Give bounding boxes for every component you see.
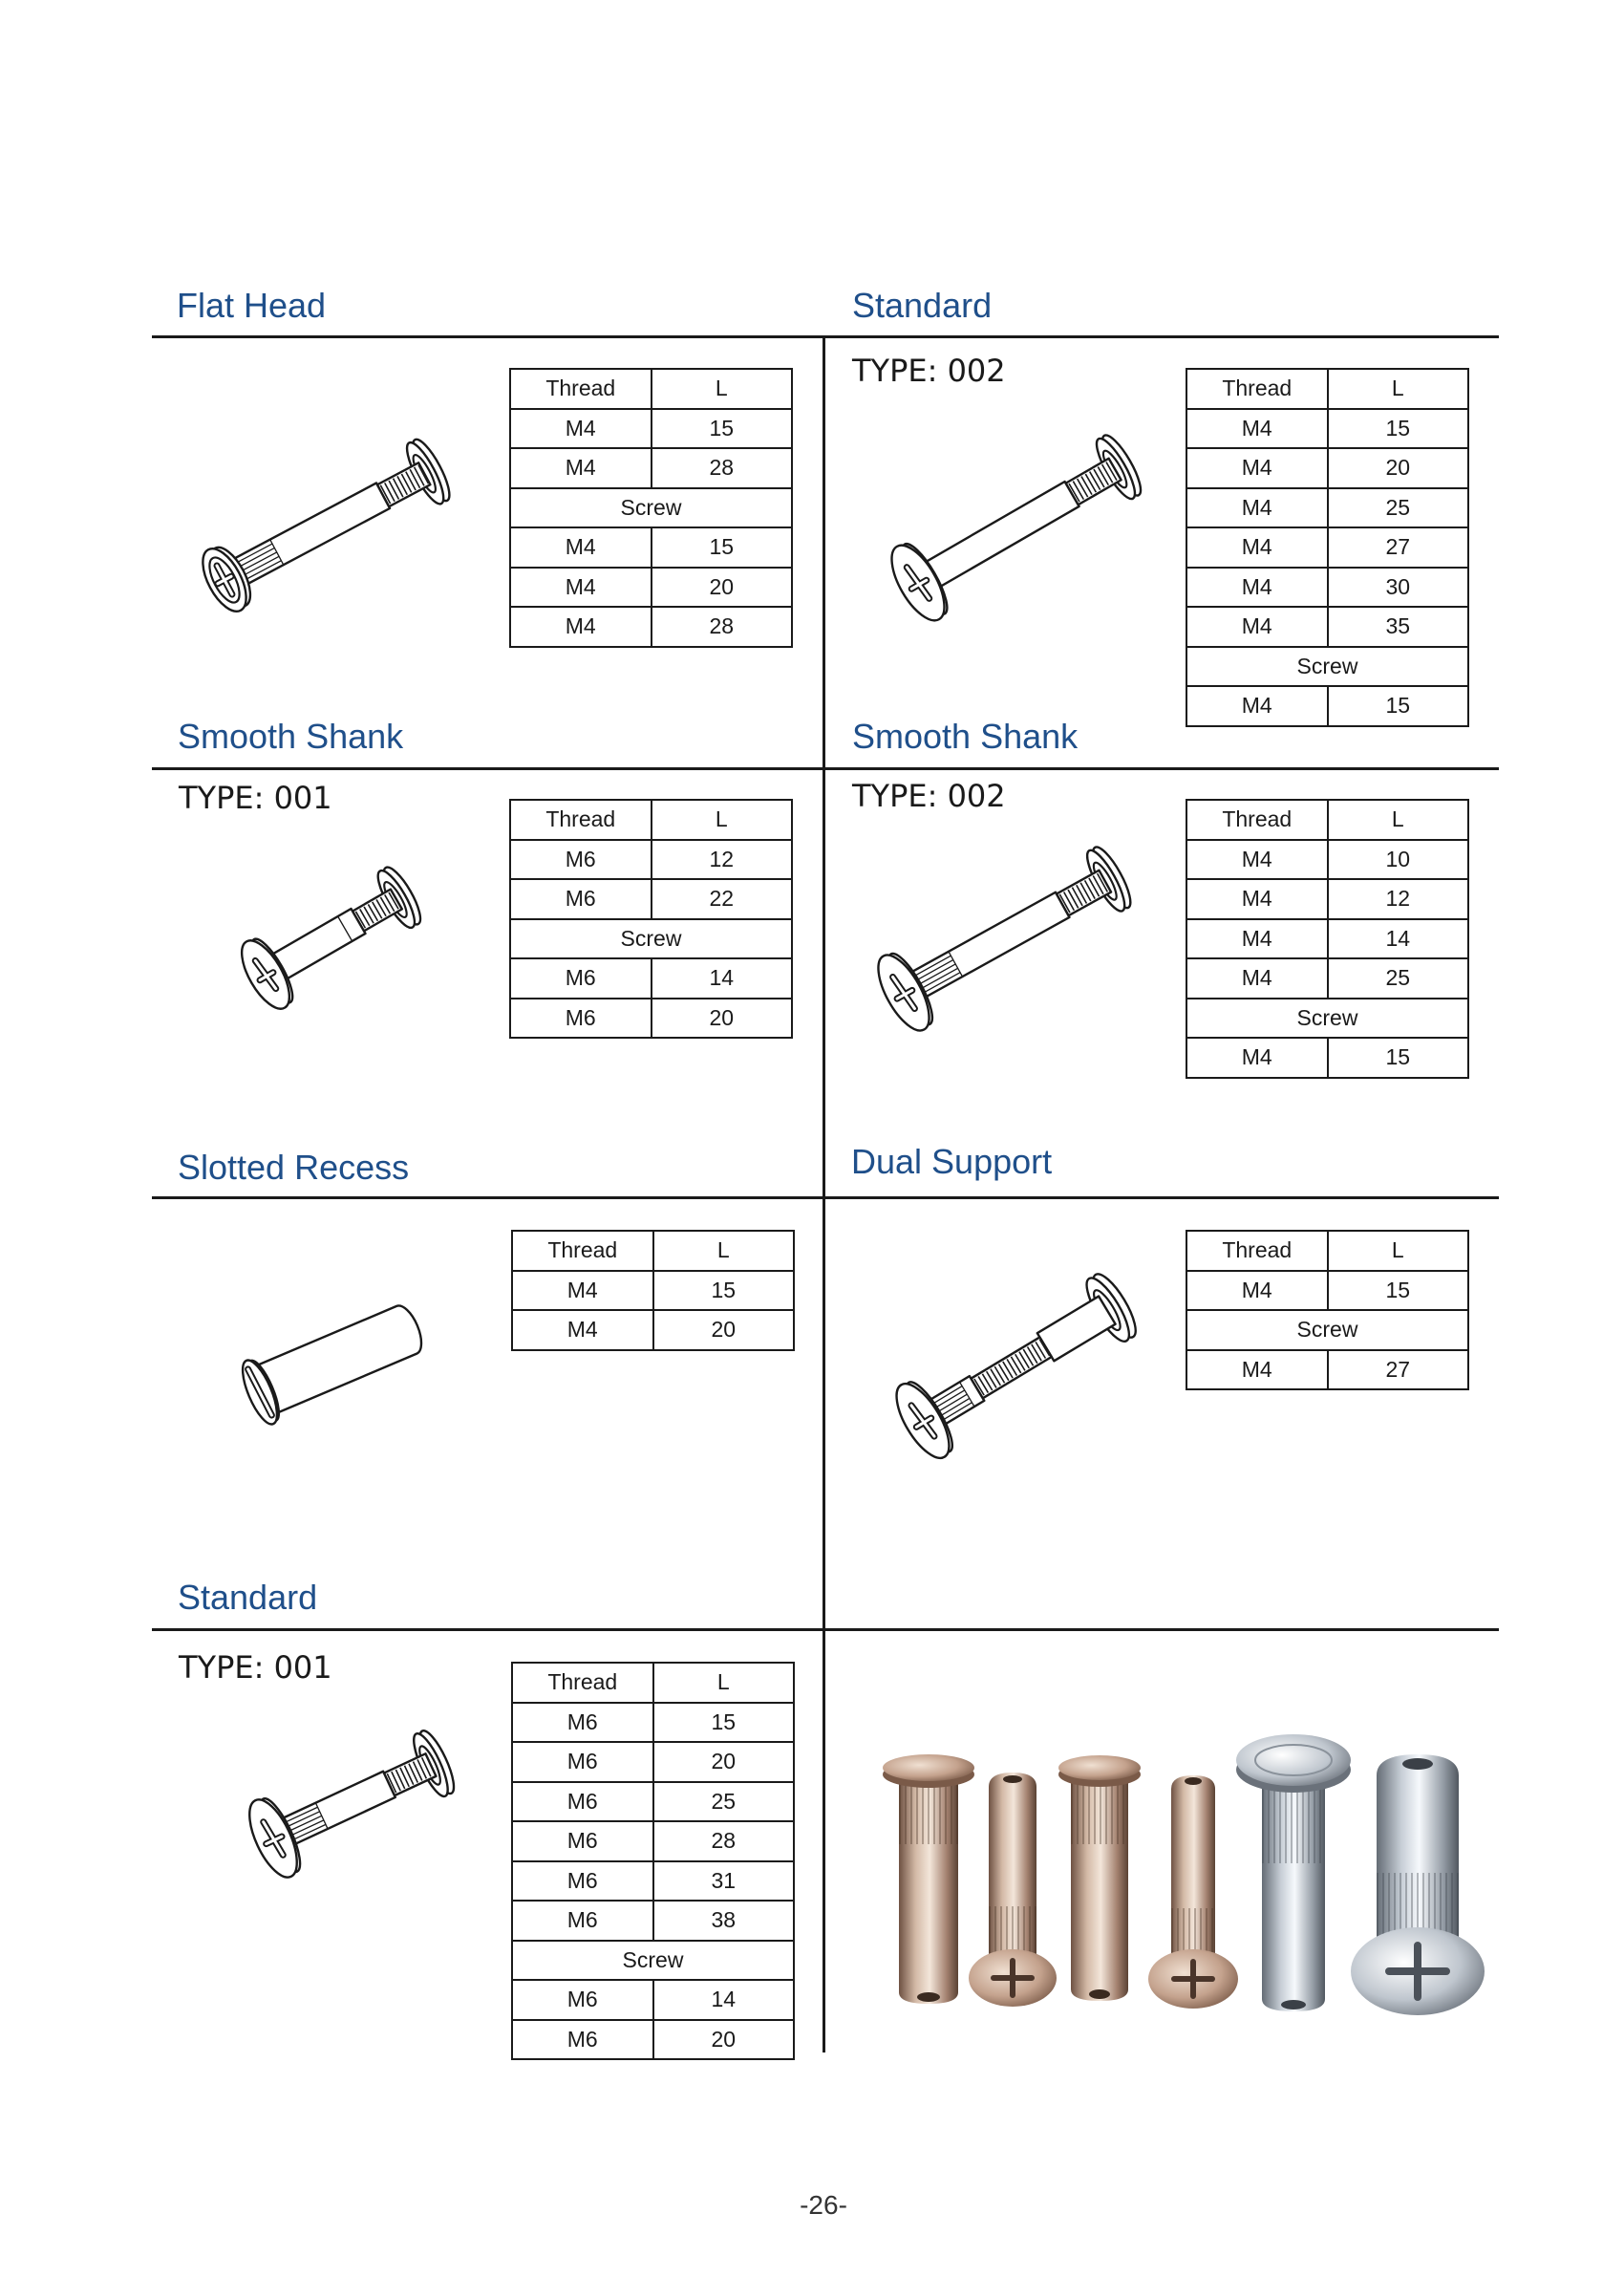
length-cell: 35 [1328,607,1469,647]
length-column-header: L [1328,800,1469,840]
table-row [1186,488,1468,528]
table-row [510,958,792,999]
section-heading-smooth-shank-001: Smooth Shank [178,717,404,756]
table-header-row [1186,800,1468,840]
length-cell: 12 [652,840,793,880]
length-cell: 20 [652,568,793,608]
table-row [512,1901,794,1941]
length-cell: 22 [652,879,793,919]
spec-table-flat-head [509,368,793,648]
table-row [1186,527,1468,568]
table-header-row [1186,369,1468,409]
table-header-row [510,369,792,409]
section-rule-3 [152,1196,1499,1199]
length-cell: 30 [1328,568,1469,608]
type-label-standard: TYPE: 002 [852,353,1006,389]
thread-column-header: Thread [512,1663,653,1703]
thread-cell: M6 [512,1742,653,1782]
length-cell: 20 [653,1310,795,1350]
length-cell: 28 [653,1821,795,1861]
thread-cell: M4 [510,448,652,488]
smooth-shank-type-002-screw-drawing [868,836,1141,1038]
group-label-cell: Screw [1186,999,1468,1039]
length-cell: 15 [1328,1271,1469,1311]
length-cell: 27 [1328,1350,1469,1390]
length-cell: 14 [653,1980,795,2020]
thread-cell: M4 [512,1271,653,1311]
spec-table-smooth-shank-002 [1186,799,1469,1079]
thread-column-header: Thread [1186,1231,1328,1271]
length-column-header: L [652,800,793,840]
length-cell: 15 [652,409,793,449]
type-label-smooth-shank-002: TYPE: 002 [852,778,1006,814]
length-cell: 14 [652,958,793,999]
length-cell: 20 [652,999,793,1039]
table-row [512,1703,794,1743]
length-cell: 14 [1328,919,1469,959]
thread-cell: M4 [1186,568,1328,608]
table-row [512,1821,794,1861]
thread-cell: M4 [510,527,652,568]
length-cell: 10 [1328,840,1469,880]
table-row [1186,1038,1468,1078]
thread-cell: M4 [1186,919,1328,959]
type-label-smooth-shank-001: TYPE: 001 [179,780,332,816]
thread-cell: M4 [1186,488,1328,528]
thread-cell: M6 [510,879,652,919]
thread-cell: M6 [512,2020,653,2060]
thread-cell: M4 [1186,840,1328,880]
group-label-cell: Screw [510,488,792,528]
group-label-cell: Screw [510,919,792,959]
table-row [510,527,792,568]
product-photo [883,1734,1485,2015]
table-row [1186,919,1468,959]
spec-table-slotted-recess [511,1230,795,1351]
length-cell: 15 [1328,686,1469,726]
thread-cell: M4 [1186,879,1328,919]
table-row [512,1980,794,2020]
thread-cell: M6 [512,1980,653,2020]
table-row [510,999,792,1039]
thread-cell: M6 [512,1782,653,1822]
thread-cell: M6 [512,1861,653,1902]
length-column-header: L [652,369,793,409]
length-cell: 25 [1328,488,1469,528]
spec-table-dual-support [1186,1230,1469,1390]
type-label-standard-001: TYPE: 001 [179,1649,332,1686]
table-row [512,2020,794,2060]
length-column-header: L [653,1231,795,1271]
table-row [1186,568,1468,608]
length-cell: 12 [1328,879,1469,919]
thread-cell: M4 [1186,958,1328,999]
thread-cell: M4 [510,607,652,647]
table-row [510,840,792,880]
thread-cell: M6 [512,1821,653,1861]
length-cell: 15 [652,527,793,568]
length-column-header: L [1328,369,1469,409]
table-group-row [510,488,792,528]
section-rule-4 [152,1628,1499,1631]
length-cell: 20 [653,1742,795,1782]
table-row [1186,409,1468,449]
table-header-row [512,1231,794,1271]
section-rule-1 [152,335,1499,338]
length-column-header: L [1328,1231,1469,1271]
table-row [512,1271,794,1311]
section-rule-2 [152,767,1499,770]
section-heading-smooth-shank-002: Smooth Shank [852,717,1079,756]
length-column-header: L [653,1663,795,1703]
length-cell: 20 [1328,448,1469,488]
table-group-row [1186,999,1468,1039]
thread-cell: M6 [510,999,652,1039]
thread-cell: M4 [1186,1038,1328,1078]
length-cell: 38 [653,1901,795,1941]
table-group-row [510,919,792,959]
photo-silver-post-6 [1351,1754,1485,2015]
thread-cell: M4 [510,568,652,608]
page-number: -26- [800,2190,847,2220]
table-row [1186,607,1468,647]
length-cell: 25 [1328,958,1469,999]
table-row [1186,840,1468,880]
table-group-row [512,1941,794,1981]
length-cell: 28 [652,607,793,647]
standard-type-001-screw-drawing [240,1720,463,1883]
table-row [1186,879,1468,919]
section-heading-flat-head: Flat Head [177,286,327,325]
slotted-recess-barrel-drawing [236,1294,431,1429]
length-cell: 20 [653,2020,795,2060]
length-cell: 15 [653,1703,795,1743]
thread-cell: M4 [510,409,652,449]
column-divider [823,336,825,2052]
thread-cell: M4 [1186,448,1328,488]
thread-column-header: Thread [512,1231,653,1271]
spec-table-smooth-shank-001 [509,799,793,1039]
length-cell: 15 [653,1271,795,1311]
table-header-row [1186,1231,1468,1271]
thread-cell: M6 [510,840,652,880]
table-row [512,1310,794,1350]
thread-cell: M4 [1186,686,1328,726]
table-row [1186,686,1468,726]
table-row [510,879,792,919]
group-label-cell: Screw [1186,647,1468,687]
table-header-row [510,800,792,840]
thread-cell: M6 [512,1703,653,1743]
thread-cell: M6 [510,958,652,999]
group-label-cell: Screw [1186,1310,1468,1350]
thread-column-header: Thread [510,369,652,409]
thread-column-header: Thread [1186,369,1328,409]
photo-bronze-post-3 [1058,1755,1141,2001]
table-row [510,448,792,488]
length-cell: 15 [1328,409,1469,449]
table-row [510,568,792,608]
length-cell: 25 [653,1782,795,1822]
thread-cell: M4 [512,1310,653,1350]
flat-head-screw-drawing [194,435,456,617]
spec-table-standard-002 [1186,368,1469,727]
length-cell: 28 [652,448,793,488]
section-heading-standard-001: Standard [178,1578,318,1617]
thread-cell: M4 [1186,1271,1328,1311]
table-row [1186,1271,1468,1311]
table-row [1186,448,1468,488]
length-cell: 31 [653,1861,795,1902]
table-header-row [512,1663,794,1703]
section-heading-dual-support: Dual Support [851,1142,1053,1181]
photo-bronze-post-2 [969,1773,1057,2007]
thread-column-header: Thread [510,800,652,840]
thread-cell: M4 [1186,1350,1328,1390]
table-row [1186,1350,1468,1390]
thread-cell: M4 [1186,607,1328,647]
spec-table-standard-001 [511,1662,795,2060]
section-heading-standard-002: Standard [852,286,993,325]
table-row [510,607,792,647]
photo-bronze-post-1 [883,1754,974,2004]
dual-support-screw-drawing [887,1264,1146,1466]
length-cell: 15 [1328,1038,1469,1078]
thread-cell: M4 [1186,527,1328,568]
table-row [1186,958,1468,999]
table-group-row [1186,647,1468,687]
table-row [512,1742,794,1782]
table-row [512,1782,794,1822]
group-label-cell: Screw [512,1941,794,1981]
table-row [510,409,792,449]
length-cell: 27 [1328,527,1469,568]
thread-cell: M4 [1186,409,1328,449]
photo-bronze-post-4 [1148,1775,1238,2009]
section-heading-slotted-recess: Slotted Recess [178,1148,410,1187]
smooth-shank-type-001-screw-drawing [232,858,429,1016]
thread-column-header: Thread [1186,800,1328,840]
standard-type-002-screw-drawing [882,424,1151,629]
table-row [512,1861,794,1902]
photo-silver-post-5 [1236,1734,1351,2011]
table-group-row [1186,1310,1468,1350]
thread-cell: M6 [512,1901,653,1941]
